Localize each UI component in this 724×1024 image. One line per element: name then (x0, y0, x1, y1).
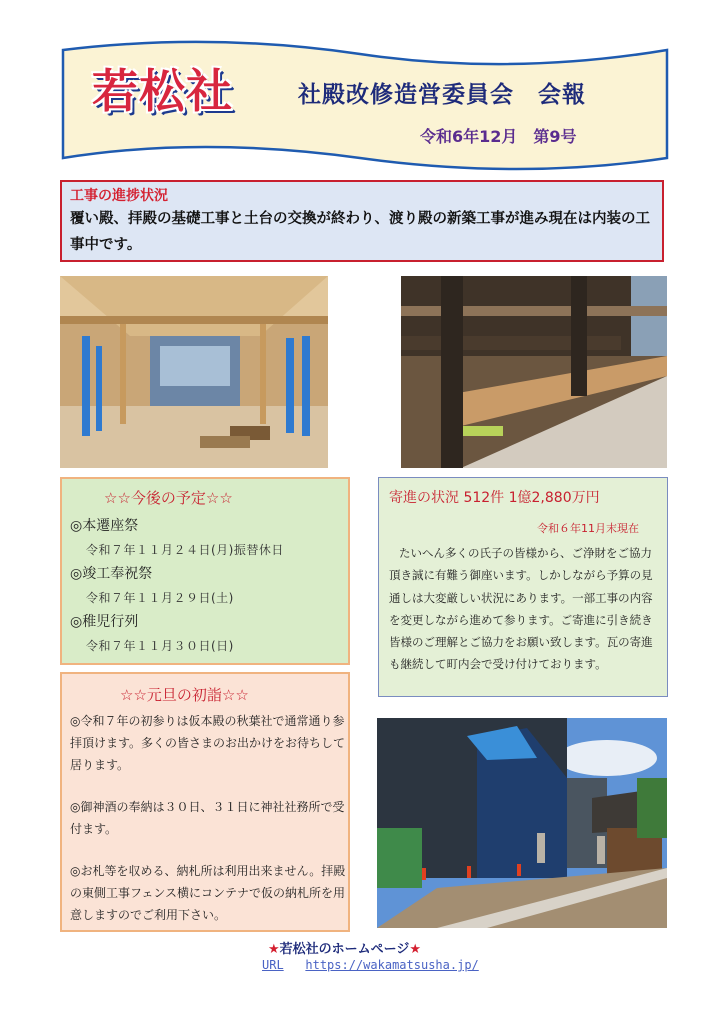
schedule-item: ◎稚児行列 (70, 614, 139, 630)
schedule-item: ◎竣工奉祝祭 (70, 566, 153, 582)
url-link[interactable]: https://wakamatsusha.jp/ (305, 958, 479, 972)
new-year-paragraph: ◎御神酒の奉納は３０日、３１日に神社社務所で受付ます。 (70, 800, 345, 836)
shrine-logo: 若松社 (92, 64, 233, 118)
interior-construction-photo (60, 276, 328, 468)
donation-box (378, 477, 668, 697)
star-icon: ★ (409, 942, 422, 957)
new-year-title: ☆☆元旦の初詣☆☆ (120, 686, 249, 704)
schedule-date: 令和７年１１月２９日(土) (86, 591, 234, 605)
donation-date: 令和６年11月末現在 (537, 522, 639, 535)
progress-body: 覆い殿、拝殿の基礎工事と土台の交換が終わり、渡り殿の新築工事が進み現在は内装の工事中です。 (70, 211, 650, 253)
star-icon: ★ (268, 942, 280, 957)
foundation-beams-photo (401, 276, 667, 468)
new-year-paragraph: ◎令和７年の初参りは仮本殿の秋葉社で通常通り参拝頂けます。多くの皆さまのお出かけをお待ちして居ります。 (70, 714, 346, 772)
newsletter-title: 社殿改修造営委員会 会報 (298, 82, 586, 108)
schedule-title: ☆☆今後の予定☆☆ (104, 489, 233, 507)
donation-body: たいへん多くの氏子の皆様から、ご浄財をご協力頂き誠に有難う御座います。しかしながら予算の見通しは大変厳しい状況にあります。一部工事の内容を変更しながら進めて参ります。ご寄進に引き続き皆様のご理解とご協力をお願い致します。瓦の寄進も継続して町内会で受け付けております。 (389, 546, 653, 672)
homepage-title: 若松社のホームページ (279, 942, 410, 957)
progress-box (60, 180, 664, 262)
progress-title: 工事の進捗状況 (70, 188, 168, 204)
new-year-paragraph: ◎お札等を収める、納札所は利用出来ません。拝殿の東側工事フェンス横にコンテナで仮の納札所を用意しますのでご利用下さい。 (70, 864, 346, 922)
homepage-url[interactable] (262, 958, 479, 972)
issue-label: 令和6年12月 第9号 (420, 127, 577, 146)
scaffolding-exterior-photo (377, 718, 667, 928)
schedule-date: 令和７年１１月３０日(日) (86, 639, 234, 653)
donation-title: 寄進の状況 512件 1億2,880万円 (389, 490, 600, 506)
url-label: URL (262, 958, 284, 972)
schedule-item: ◎本遷座祭 (70, 518, 139, 534)
schedule-box (60, 477, 350, 665)
homepage-heading (268, 938, 421, 957)
schedule-date: 令和７年１１月２４日(月)振替休日 (86, 543, 284, 557)
new-year-box (60, 672, 350, 932)
